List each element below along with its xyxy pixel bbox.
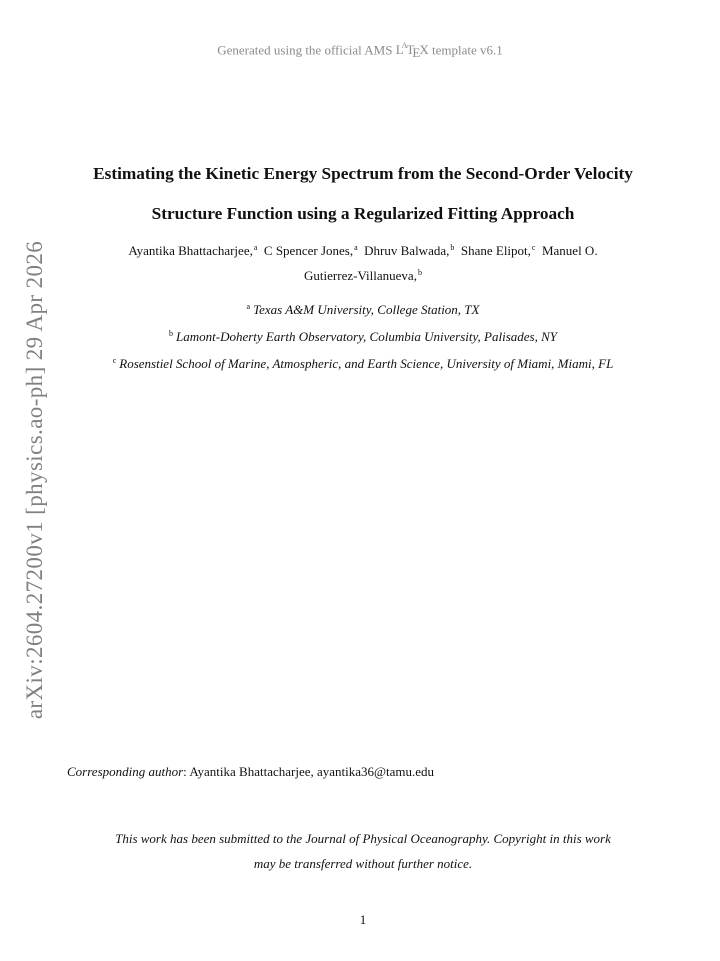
- title-line-1: Estimating the Kinetic Energy Spectrum from the Second-Order Velocity: [93, 164, 633, 183]
- authors-line-2: [70, 264, 656, 289]
- authors-line-1: [70, 239, 656, 264]
- corresponding-author-label: Corresponding author: [67, 764, 184, 779]
- submission-notice: [50, 826, 676, 876]
- corresponding-author: [67, 764, 434, 780]
- affiliation-text: Rosenstiel School of Marine, Atmospheric, and Earth Science, University of Miami, Miami, FL: [119, 356, 614, 371]
- affiliation-mark: b: [450, 243, 455, 252]
- author-name: Dhruv Balwada,: [364, 243, 450, 258]
- arxiv-identifier: arXiv:2604.27200v1 [physics.ao-ph] 29 Apr 2026: [22, 240, 47, 720]
- affiliation-mark: b: [169, 329, 174, 338]
- latex-logo: $L^AT_EX$: [395, 41, 429, 61]
- author-name: Gutierrez-Villanueva,: [304, 268, 417, 283]
- title-line-2: Structure Function using a Regularized Fitting Approach: [151, 204, 575, 223]
- submission-line-2: may be transferred without further notice.: [253, 856, 473, 871]
- affiliation-a: [40, 302, 686, 318]
- paper-title: [60, 154, 666, 234]
- affiliation-mark: b: [417, 268, 422, 277]
- affiliation-c: [40, 356, 686, 372]
- affiliation-mark: a: [354, 243, 358, 252]
- page-number: 1: [359, 912, 367, 927]
- affiliation-mark: c: [531, 243, 536, 252]
- affiliation-b: [40, 329, 686, 345]
- author-list: [70, 239, 656, 289]
- template-note: [0, 41, 720, 61]
- author-name: Shane Elipot,: [460, 243, 531, 258]
- affiliation-mark: a: [253, 243, 258, 252]
- author-name: Ayantika Bhattacharjee,: [128, 243, 253, 258]
- affiliation-text: Texas A&M University, College Station, TX: [253, 302, 480, 317]
- affiliation-mark: a: [246, 302, 251, 311]
- affiliation-text: Lamont-Doherty Earth Observatory, Columbia University, Palisades, NY: [176, 329, 557, 344]
- template-note-suffix: template v6.1: [428, 42, 503, 58]
- corresponding-author-details: : Ayantika Bhattacharjee, ayantika36@tamu.edu: [183, 764, 434, 779]
- author-name: Manuel O.: [541, 243, 598, 258]
- submission-line-1: This work has been submitted to the Journal of Physical Oceanography. Copyright in this work: [115, 831, 611, 846]
- affiliation-mark: c: [112, 356, 117, 365]
- author-name: C Spencer Jones,: [263, 243, 354, 258]
- template-note-prefix: Generated using the official AMS: [217, 42, 396, 58]
